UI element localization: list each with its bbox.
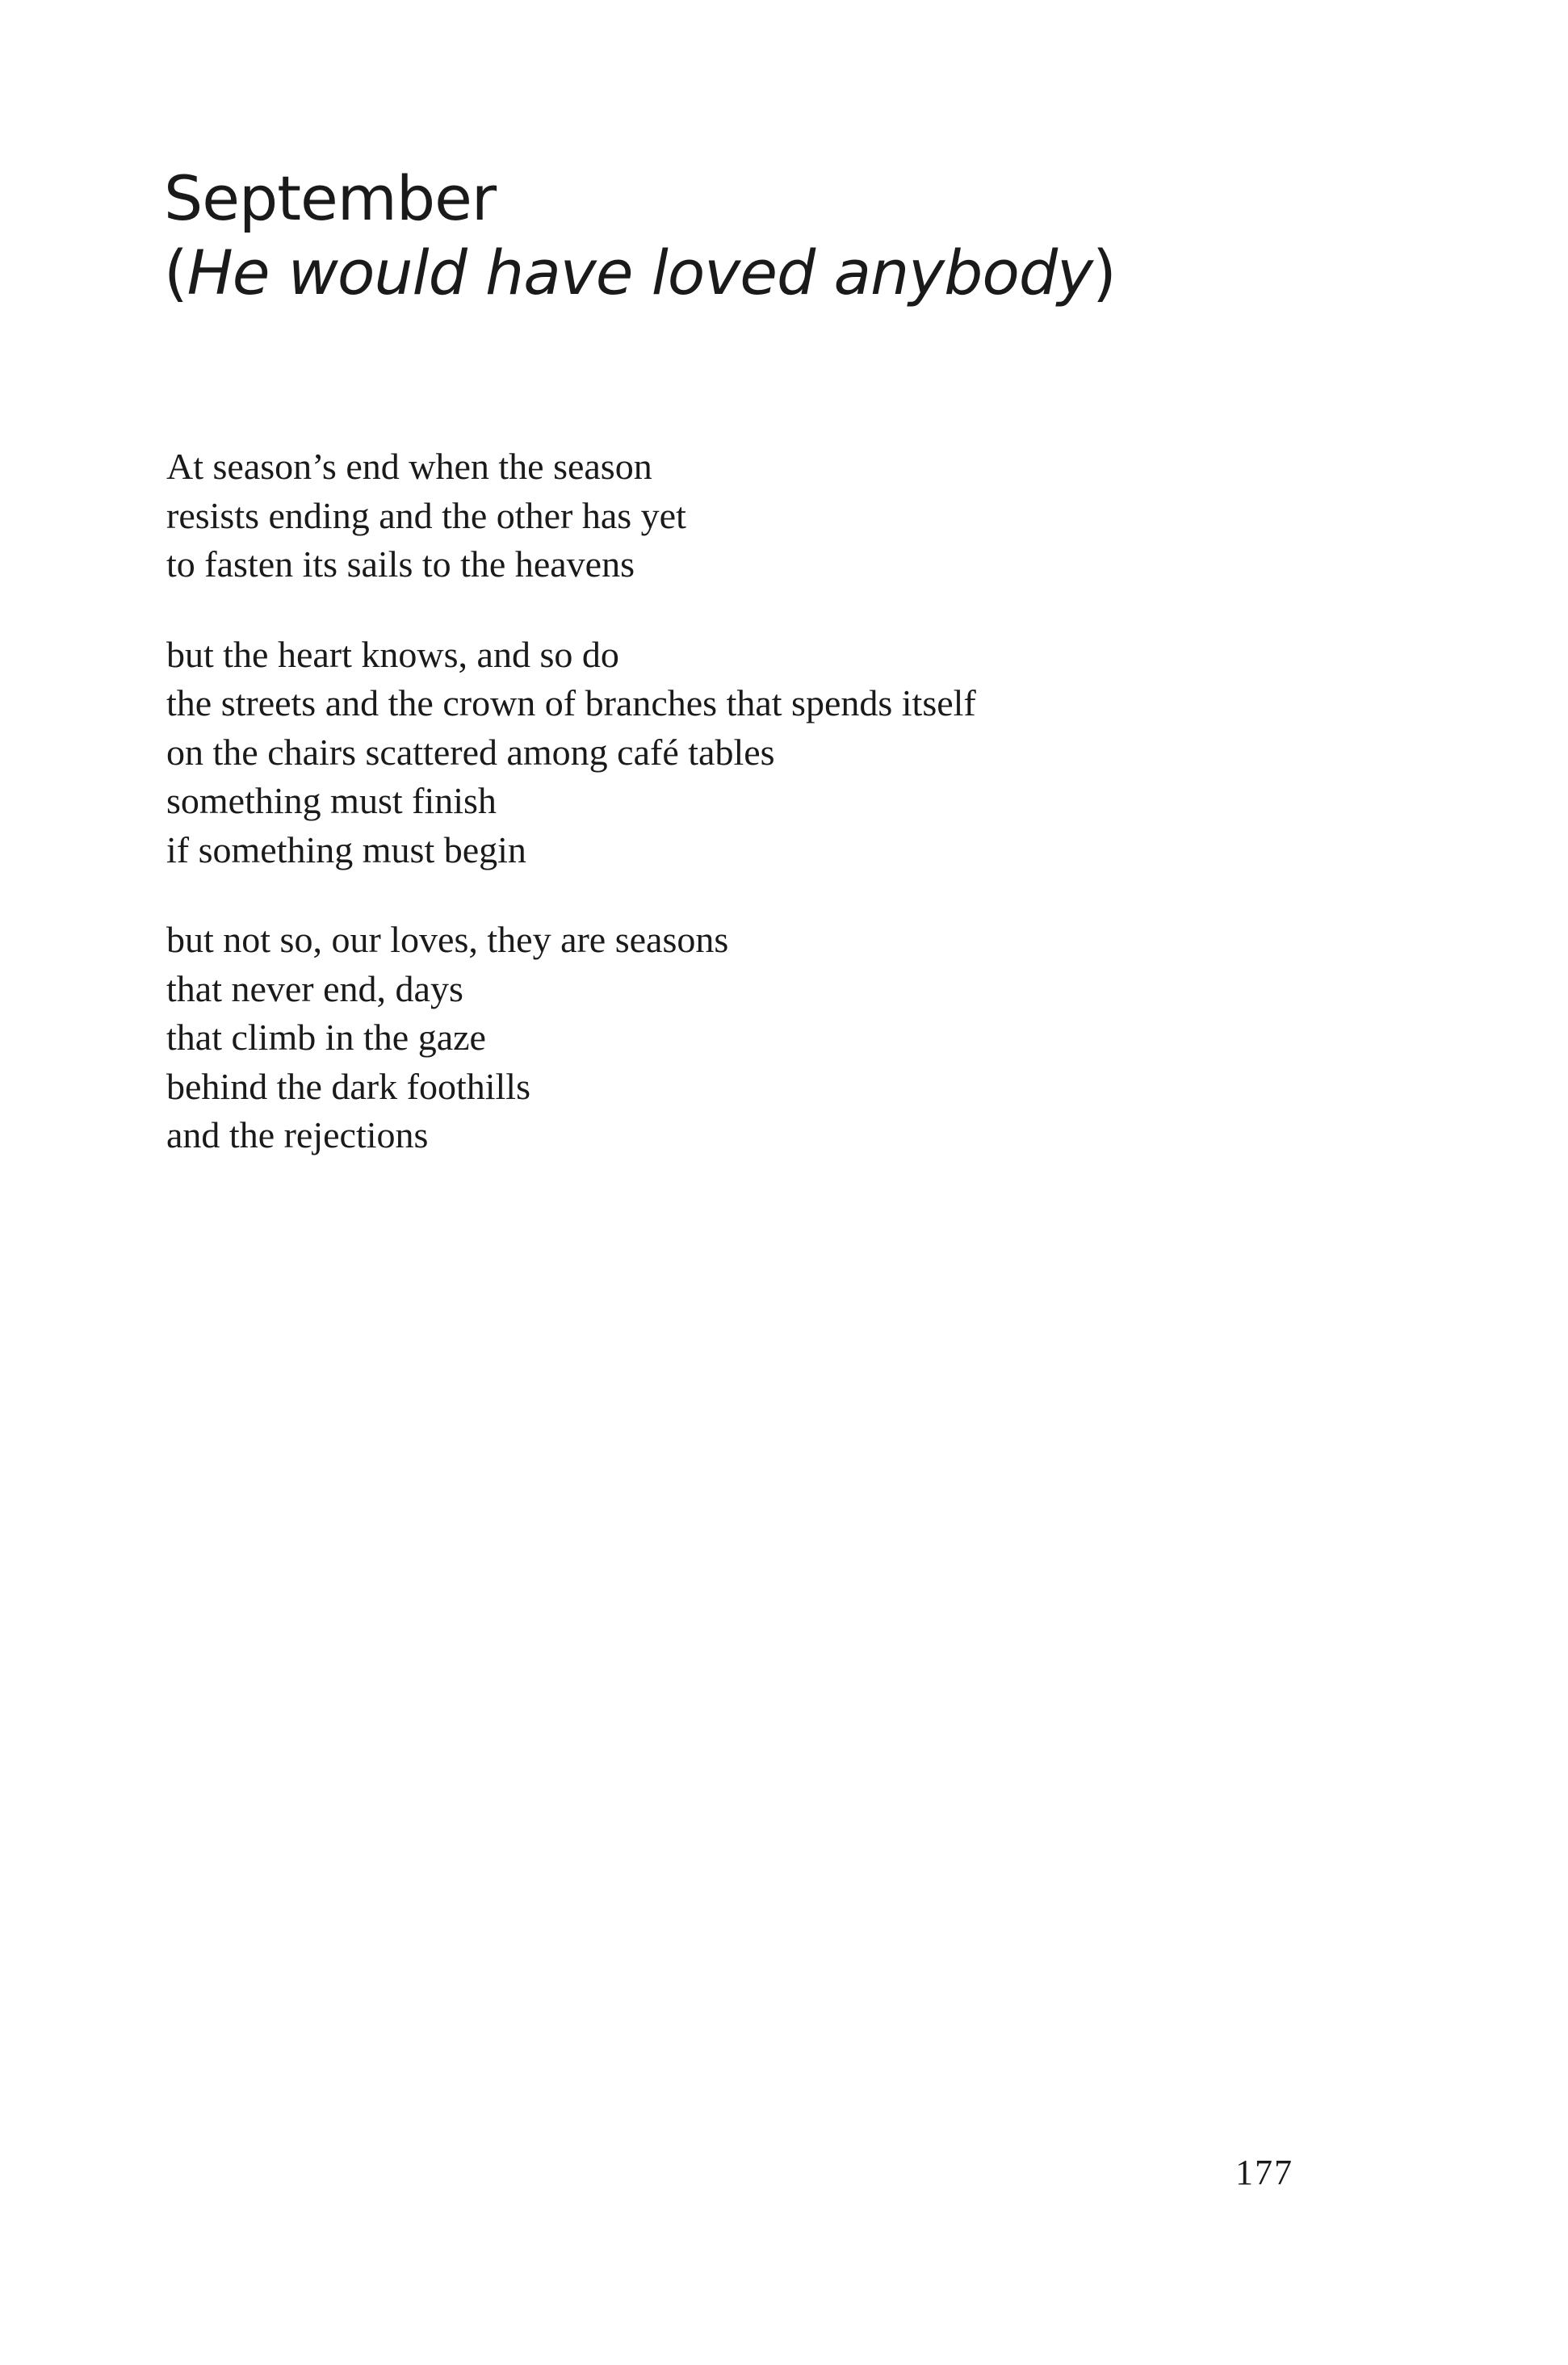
poem-line: and the rejections bbox=[166, 1114, 429, 1155]
poem-line: that climb in the gaze bbox=[166, 1017, 486, 1058]
poem-title: September bbox=[164, 162, 497, 234]
subtitle-close-paren: ) bbox=[1092, 237, 1116, 308]
poem-line: behind the dark foothills bbox=[166, 1065, 530, 1107]
poem-line: but the heart knows, and so do bbox=[166, 633, 619, 675]
poem-body bbox=[166, 442, 976, 1160]
poem-line: that never end, days bbox=[166, 967, 463, 1009]
poem-line: the streets and the crown of branches that spends itself bbox=[166, 682, 976, 723]
stanza-1 bbox=[166, 442, 976, 589]
poem-line: resists ending and the other has yet bbox=[166, 494, 686, 536]
subtitle-open-paren: ( bbox=[164, 237, 187, 308]
page-number: 177 bbox=[1235, 2153, 1293, 2192]
poem-line: At season’s end when the season bbox=[166, 446, 652, 487]
subtitle-text: He would have loved anybody bbox=[187, 237, 1093, 308]
poem-heading bbox=[164, 161, 1116, 310]
poem-line: on the chairs scattered among café tables bbox=[166, 731, 775, 773]
stanza-3 bbox=[166, 916, 976, 1160]
stanza-2 bbox=[166, 631, 976, 875]
poem-line: but not so, our loves, they are seasons bbox=[166, 919, 729, 960]
poem-line: to fasten its sails to the heavens bbox=[166, 543, 635, 585]
poem-subtitle bbox=[164, 236, 1116, 310]
poem-line: something must finish bbox=[166, 780, 497, 821]
poem-line: if something must begin bbox=[166, 828, 526, 870]
